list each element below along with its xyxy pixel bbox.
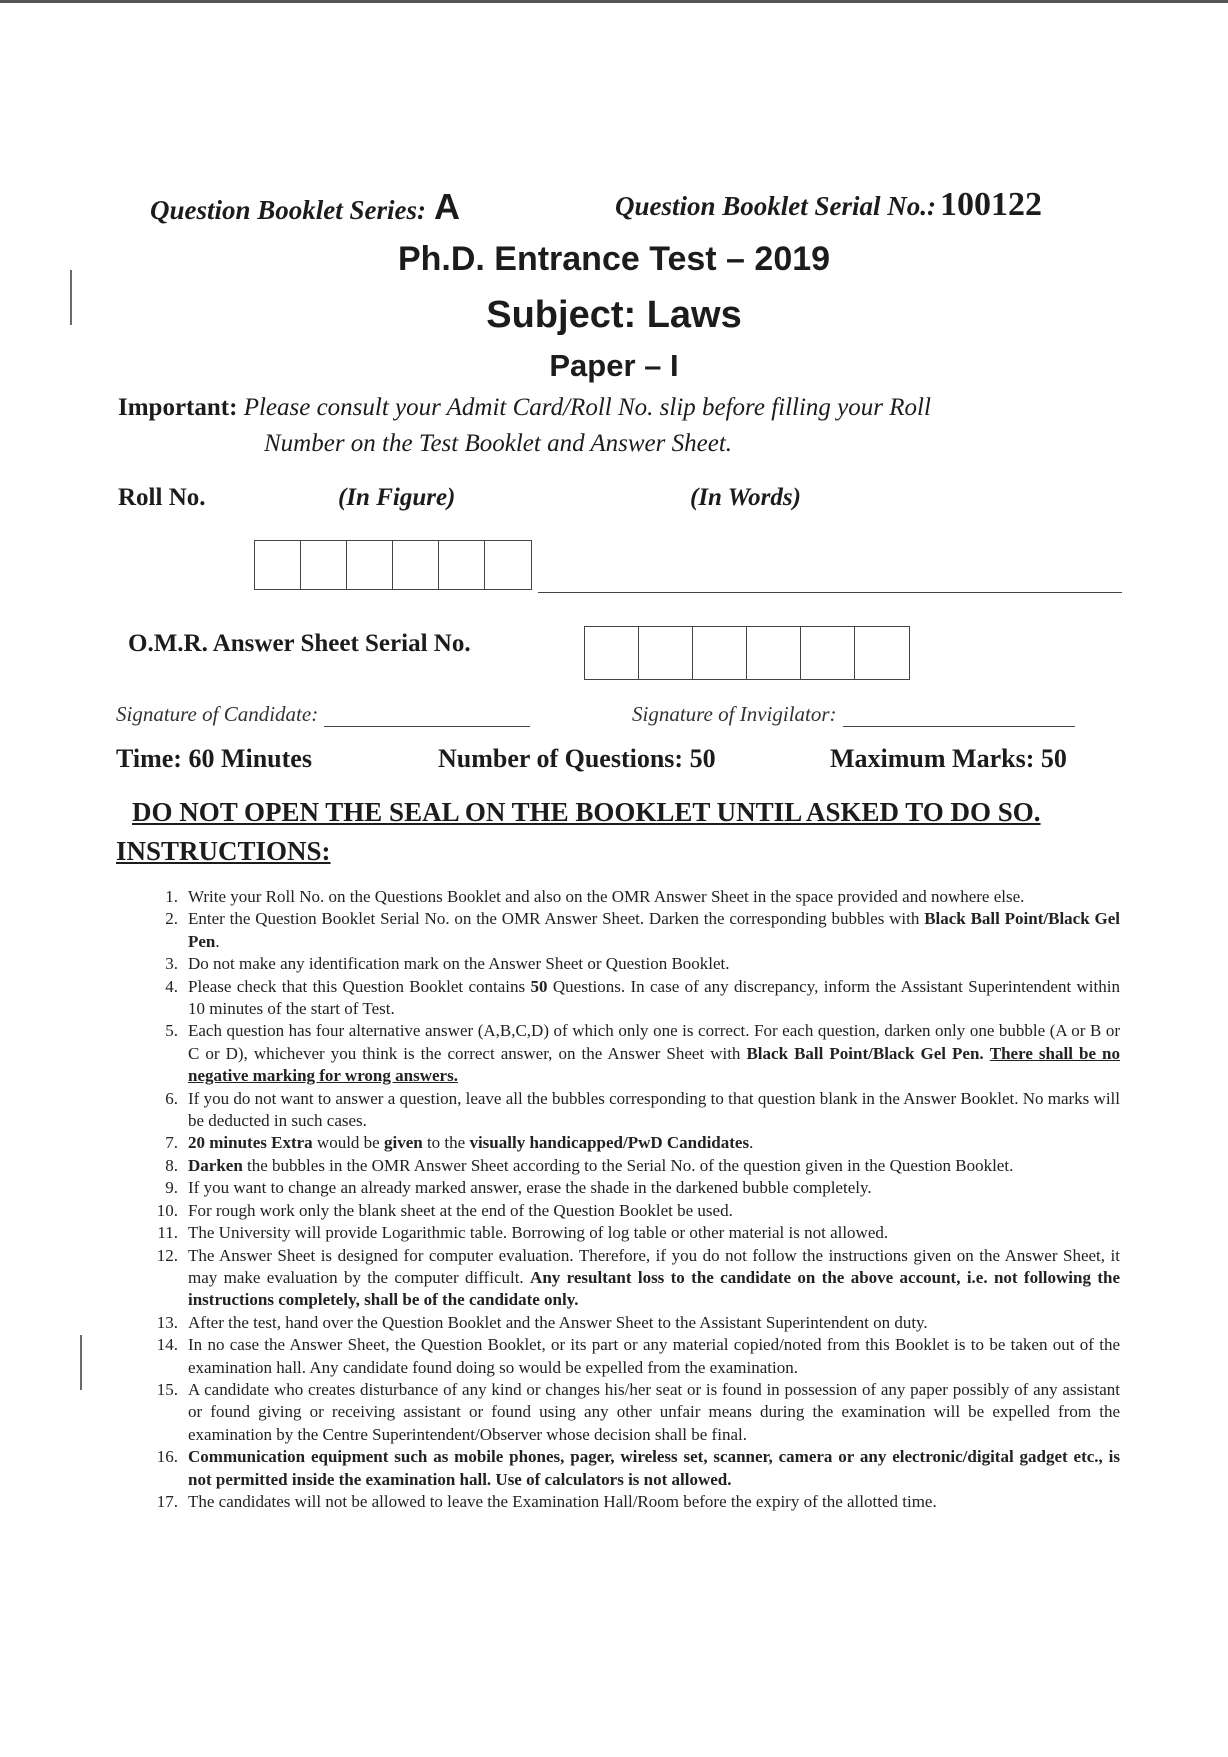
instruction-text: would be — [312, 1133, 384, 1153]
omr-digit-box[interactable] — [639, 627, 693, 679]
instruction-item — [150, 1446, 1120, 1491]
instruction-item — [150, 976, 1120, 1021]
instruction-text: After the test, hand over the Question Booklet and the Answer Sheet to the Assistant Superintendent on duty. — [188, 1312, 928, 1332]
series-label: Question Booklet Series: — [150, 195, 427, 225]
roll-digit-box[interactable] — [301, 541, 347, 589]
omr-digit-box[interactable] — [801, 627, 855, 679]
instruction-number: 4. — [165, 976, 178, 996]
questions-info: Number of Questions: 50 — [438, 744, 716, 773]
subject-title: Subject: Laws — [486, 294, 742, 336]
instruction-number: 14. — [156, 1335, 178, 1355]
instruction-item — [150, 1312, 1120, 1334]
instruction-text: The Answer Sheet is designed for computer evaluation. Therefore, if you do not follow the instructions given on the Answer Sheet, it may make evaluation by the computer difficult. — [188, 1245, 1120, 1287]
roll-digit-box[interactable] — [439, 541, 485, 589]
series-value: A — [434, 186, 461, 227]
instruction-number: 12. — [156, 1245, 178, 1265]
instruction-number: 17. — [156, 1491, 178, 1511]
instruction-number: 8. — [165, 1155, 178, 1175]
instruction-item — [150, 1020, 1120, 1087]
important-note — [118, 390, 1128, 462]
serial-value: 100122 — [940, 186, 1043, 223]
scan-top-edge — [0, 0, 1228, 3]
candidate-signature-label: Signature of Candidate: — [116, 702, 319, 726]
instruction-text: Please check that this Question Booklet contains — [188, 976, 531, 996]
instruction-number: 15. — [156, 1379, 178, 1399]
important-label: Important: — [118, 394, 238, 421]
instruction-text: Each question has four alternative answer (A,B,C,D) of which only one is correct. For each question, darken only one bubble (A or B or C or D), whichever you think is the correct answer, on the Answer Sheet with — [188, 1021, 1120, 1063]
instruction-text: given — [383, 1133, 423, 1153]
instruction-text: The University will provide Logarithmic table. Borrowing of log table or other material is not allowed. — [188, 1223, 889, 1243]
instruction-item — [150, 908, 1120, 953]
instruction-text: Do not make any identification mark on the Answer Sheet or Question Booklet. — [188, 954, 730, 974]
instruction-item — [150, 1222, 1120, 1244]
instruction-item — [150, 1200, 1120, 1222]
instruction-text: . — [215, 931, 220, 951]
instruction-item — [150, 1379, 1120, 1446]
instruction-text: Communication equipment such as mobile phones, pager, wireless set, scanner, camera or any electronic/digital gadget etc., is not permitted inside the examination hall. Use of calculators is not allowed. — [188, 1447, 1120, 1489]
booklet-header — [150, 186, 1108, 232]
invigilator-signature-line[interactable] — [843, 706, 1075, 727]
booklet-serial — [615, 186, 1042, 224]
paper-title: Paper – I — [549, 348, 679, 383]
instruction-number: 3. — [165, 954, 178, 974]
instruction-item — [150, 1491, 1120, 1513]
instruction-text: Any resultant loss to the candidate on the above account, i.e. not following the instructions completely, shall be of the candidate only. — [188, 1267, 1120, 1310]
important-text-line2: Number on the Test Booklet and Answer Sheet. — [264, 430, 733, 457]
roll-digit-box[interactable] — [255, 541, 301, 589]
instruction-text: Write your Roll No. on the Questions Booklet and also on the OMR Answer Sheet in the space provided and nowhere else. — [188, 887, 1025, 906]
instruction-number: 10. — [156, 1200, 178, 1220]
roll-in-figure-label: (In Figure) — [338, 484, 456, 511]
instruction-text: to the — [422, 1133, 470, 1153]
instruction-text: There shall be no negative marking for wrong answers. — [188, 1043, 1121, 1086]
instruction-number: 6. — [165, 1088, 178, 1108]
instruction-text: 50 — [530, 976, 548, 996]
roll-digit-box[interactable] — [393, 541, 439, 589]
roll-label: Roll No. — [118, 484, 206, 511]
seal-warning: DO NOT OPEN THE SEAL ON THE BOOKLET UNTIL ASKED TO DO SO. — [132, 797, 1041, 827]
instructions-heading: INSTRUCTIONS: — [116, 836, 331, 866]
roll-digit-box[interactable] — [347, 541, 393, 589]
roll-in-words-label: (In Words) — [690, 484, 801, 511]
instruction-text: Black Ball Point/Black Gel Pen. — [746, 1043, 984, 1063]
instruction-item — [150, 1177, 1120, 1199]
instruction-text: visually handicapped/PwD Candidates — [469, 1133, 750, 1153]
instruction-text: If you want to change an already marked answer, erase the shade in the darkened bubble completely. — [188, 1178, 872, 1198]
scan-margin-mark — [80, 1335, 82, 1390]
instruction-item — [150, 1155, 1120, 1177]
instruction-text: The candidates will not be allowed to leave the Examination Hall/Room before the expiry of the allotted time. — [188, 1491, 937, 1511]
instruction-text: 20 minutes Extra — [188, 1133, 313, 1153]
instruction-text: In no case the Answer Sheet, the Question Booklet, or its part or any material copied/noted from this Booklet is to be taken out of the examination hall. Any candidate found doing so would be expelled from the examination. — [188, 1335, 1120, 1377]
instruction-text: Black Ball Point/Black Gel Pen — [188, 909, 1120, 951]
omr-serial-boxes[interactable] — [584, 626, 910, 680]
instruction-number: 13. — [156, 1312, 178, 1332]
invigilator-signature-label: Signature of Invigilator: — [632, 702, 837, 726]
instruction-number: 5. — [165, 1021, 178, 1041]
candidate-signature-line[interactable] — [324, 706, 530, 727]
instruction-text: the bubbles in the OMR Answer Sheet according to the Serial No. of the question given in the Question Booklet. — [242, 1155, 1014, 1175]
instruction-item — [150, 886, 1120, 908]
omr-digit-box[interactable] — [693, 627, 747, 679]
candidate-signature — [116, 702, 530, 727]
omr-digit-box[interactable] — [585, 627, 639, 679]
instruction-text: Questions. In case of any discrepancy, inform the Assistant Superintendent within 10 minutes of the start of Test. — [188, 976, 1120, 1019]
marks-info: Maximum Marks: 50 — [830, 744, 1067, 773]
roll-number-boxes[interactable] — [254, 540, 532, 590]
test-title: Ph.D. Entrance Test – 2019 — [397, 240, 831, 278]
important-text-line1: Please consult your Admit Card/Roll No. slip before filling your Roll — [243, 394, 931, 421]
omr-serial-label: O.M.R. Answer Sheet Serial No. — [128, 630, 471, 657]
instruction-number: 11. — [157, 1223, 178, 1243]
booklet-series — [150, 186, 460, 228]
roll-in-words-line[interactable] — [538, 592, 1122, 593]
invigilator-signature — [632, 702, 1075, 727]
instruction-text: Enter the Question Booklet Serial No. on the OMR Answer Sheet. Darken the corresponding bubbles with — [188, 909, 925, 929]
instruction-text: Darken — [188, 1155, 243, 1175]
instructions-list — [150, 886, 1120, 1513]
omr-digit-box[interactable] — [855, 627, 909, 679]
instruction-number: 16. — [156, 1447, 178, 1467]
instruction-number: 1. — [165, 887, 178, 906]
instruction-text: A candidate who creates disturbance of any kind or changes his/her seat or is found in possession of any paper possibly of any assistant or found giving or receiving assistant or found using any other unfair means during the examination will be expelled from the examination by the Centre Superintendent/Observer whose decision shall be final. — [188, 1379, 1120, 1444]
instruction-item — [150, 1245, 1120, 1312]
instruction-number: 2. — [165, 909, 178, 929]
instruction-item — [150, 1088, 1120, 1133]
instruction-item — [150, 1132, 1120, 1154]
instruction-number: 9. — [165, 1178, 178, 1198]
instruction-number: 7. — [165, 1133, 178, 1153]
instruction-item — [150, 1334, 1120, 1379]
omr-digit-box[interactable] — [747, 627, 801, 679]
instruction-text: If you do not want to answer a question, leave all the bubbles corresponding to that question blank in the Answer Booklet. No marks will be deducted in such cases. — [188, 1088, 1120, 1131]
time-info: Time: 60 Minutes — [116, 744, 312, 773]
roll-digit-box[interactable] — [485, 541, 531, 589]
serial-label: Question Booklet Serial No.: — [615, 191, 937, 221]
instruction-item — [150, 953, 1120, 975]
instruction-text: For rough work only the blank sheet at the end of the Question Booklet be used. — [188, 1200, 733, 1220]
instruction-text: . — [749, 1133, 754, 1153]
